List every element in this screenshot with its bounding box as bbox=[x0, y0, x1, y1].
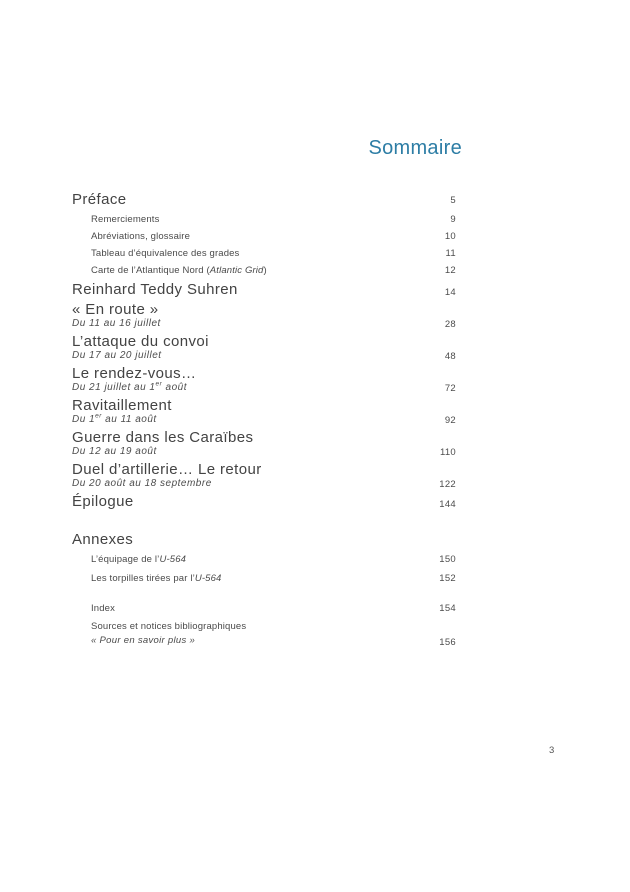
chapter-list bbox=[72, 282, 456, 510]
label-line2: « Pour en savoir plus » bbox=[91, 635, 196, 646]
toc-subentry-page-number: 11 bbox=[445, 248, 456, 259]
chapter-title: Épilogue bbox=[72, 493, 134, 510]
chapter-text bbox=[72, 302, 161, 330]
table-of-contents bbox=[72, 192, 456, 648]
toc-subentry-page-number: 150 bbox=[439, 554, 456, 565]
toc-entry-page-number: 5 bbox=[450, 194, 456, 206]
chapter-text bbox=[72, 282, 238, 298]
label-text: Remerciements bbox=[91, 214, 160, 225]
toc-subentry-label bbox=[91, 573, 221, 584]
toc-subentry-label bbox=[91, 248, 239, 259]
subtitle-text: Du 21 juillet au 1 bbox=[72, 382, 156, 393]
toc-chapter bbox=[72, 334, 456, 362]
annexes-section bbox=[72, 532, 456, 648]
toc-subentry-page-number: 9 bbox=[450, 214, 456, 225]
chapter-text bbox=[72, 494, 134, 510]
annexes-list bbox=[72, 551, 456, 587]
chapter-page-number: 28 bbox=[444, 319, 456, 330]
toc-subentry-label bbox=[91, 554, 186, 565]
toc-subentry-label bbox=[91, 214, 159, 225]
toc-subentry bbox=[72, 551, 456, 568]
subtitle-text: Du 17 au 20 juillet bbox=[72, 350, 162, 361]
label-text: Abréviations, glossaire bbox=[91, 231, 191, 242]
folio-page-number: 3 bbox=[549, 745, 555, 756]
sommaire-title: Sommaire bbox=[368, 137, 462, 159]
chapter-title: Ravitaillement bbox=[72, 397, 172, 414]
subtitle-text: au 11 août bbox=[101, 414, 157, 425]
chapter-page-number: 14 bbox=[444, 287, 456, 298]
subtitle-text: Du 12 au 19 août bbox=[72, 446, 157, 457]
chapter-page-number: 122 bbox=[439, 479, 456, 490]
toc-subentry-label: Index bbox=[91, 603, 115, 614]
chapter-title: Duel d’artillerie… Le retour bbox=[72, 461, 262, 478]
label-italic-text: Atlantic Grid bbox=[209, 265, 264, 276]
chapter-page-number: 144 bbox=[439, 499, 456, 510]
chapter-subtitle bbox=[72, 382, 196, 394]
toc-chapter bbox=[72, 462, 456, 490]
chapter-subtitle bbox=[72, 446, 253, 458]
chapter-subtitle bbox=[72, 318, 161, 330]
label-text: L’équipage de l’ bbox=[91, 554, 160, 565]
chapter-subtitle bbox=[72, 414, 172, 426]
chapter-title: Reinhard Teddy Suhren bbox=[72, 281, 238, 298]
toc-chapter bbox=[72, 398, 456, 426]
annexes-heading: Annexes bbox=[72, 531, 134, 548]
chapter-text bbox=[72, 430, 253, 458]
label-text: ) bbox=[263, 265, 267, 276]
label-italic-text: U-564 bbox=[159, 554, 187, 565]
front-matter-list bbox=[72, 211, 456, 279]
toc-subentry-label bbox=[91, 231, 190, 242]
subtitle-superscript: er bbox=[155, 380, 163, 388]
chapter-title: « En route » bbox=[72, 301, 159, 318]
chapter-page-number: 72 bbox=[444, 383, 456, 394]
chapter-text bbox=[72, 462, 262, 490]
chapter-subtitle bbox=[72, 478, 262, 490]
subtitle-text: Du 20 août au 18 septembre bbox=[72, 478, 212, 489]
chapter-page-number: 48 bbox=[444, 351, 456, 362]
label-text: Carte de l’Atlantique Nord ( bbox=[91, 265, 210, 276]
subtitle-text: août bbox=[162, 382, 188, 393]
subtitle-text: Du 11 au 16 juillet bbox=[72, 318, 161, 329]
chapter-title: L’attaque du convoi bbox=[72, 333, 209, 350]
toc-chapter bbox=[72, 302, 456, 330]
subtitle-superscript: er bbox=[95, 412, 102, 420]
toc-chapter bbox=[72, 282, 456, 298]
label-text: Tableau d’équivalence des grades bbox=[91, 248, 240, 259]
toc-subentry-index bbox=[72, 600, 456, 617]
toc-subentry-page-number: 10 bbox=[444, 231, 456, 242]
chapter-page-number: 110 bbox=[439, 447, 456, 458]
toc-subentry-label bbox=[91, 265, 267, 276]
toc-entry-preface bbox=[72, 192, 456, 208]
toc-subentry-label bbox=[91, 620, 246, 648]
toc-subentry-sources bbox=[72, 620, 456, 648]
toc-entry-label: Préface bbox=[72, 191, 127, 208]
label-italic-text: U-564 bbox=[194, 573, 222, 584]
toc-subentry bbox=[72, 211, 456, 228]
chapter-text bbox=[72, 334, 209, 362]
toc-subentry-page-number: 152 bbox=[439, 573, 456, 584]
toc-subentry bbox=[72, 570, 456, 587]
chapter-text bbox=[72, 398, 172, 426]
toc-subentry bbox=[72, 262, 456, 279]
toc-subentry bbox=[72, 245, 456, 262]
toc-subentry-page-number: 12 bbox=[444, 265, 456, 276]
subtitle-text: Du 1 bbox=[72, 414, 96, 425]
label-line1: Sources et notices bibliographiques bbox=[91, 621, 247, 632]
toc-chapter bbox=[72, 366, 456, 394]
chapter-title: Guerre dans les Caraïbes bbox=[72, 429, 254, 446]
toc-subentry-page-number: 154 bbox=[439, 603, 456, 614]
toc-subentry bbox=[72, 228, 456, 245]
chapter-text bbox=[72, 366, 196, 394]
chapter-page-number: 92 bbox=[444, 415, 456, 426]
toc-subentry-page-number: 156 bbox=[439, 637, 456, 648]
chapter-title: Le rendez-vous… bbox=[72, 365, 197, 382]
toc-chapter bbox=[72, 430, 456, 458]
label-text: Les torpilles tirées par l’ bbox=[91, 573, 195, 584]
chapter-subtitle bbox=[72, 350, 209, 362]
toc-chapter bbox=[72, 494, 456, 510]
